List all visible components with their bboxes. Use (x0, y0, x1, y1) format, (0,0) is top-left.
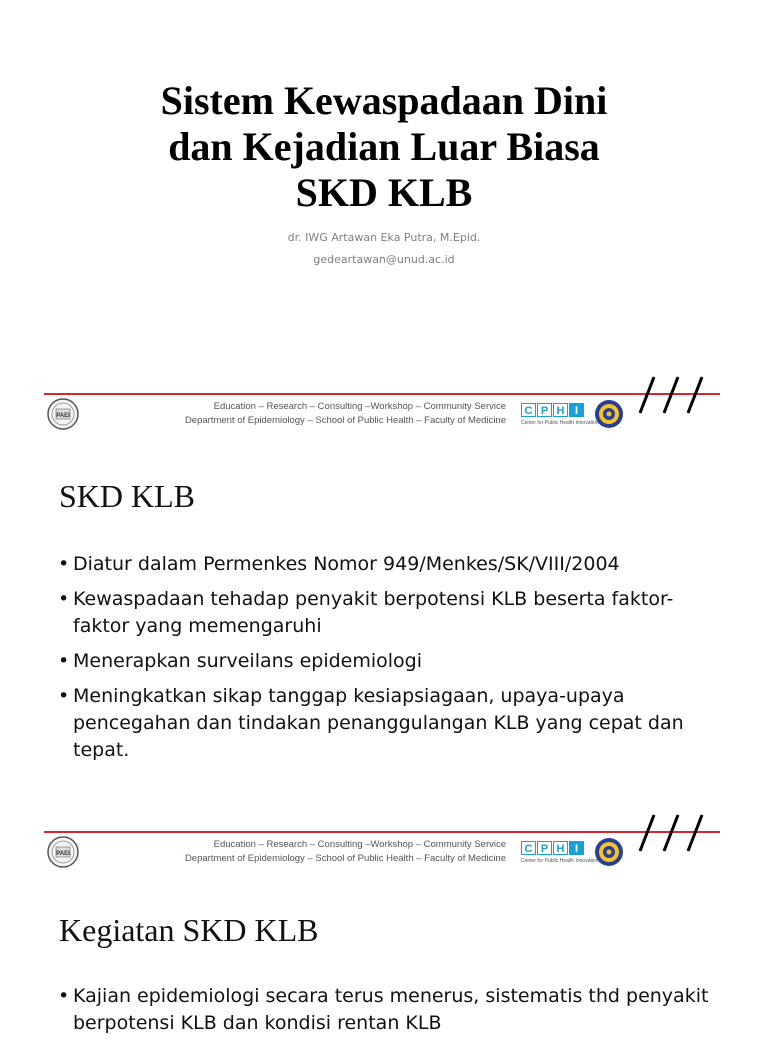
slide-footer (0, 808, 768, 868)
title-line-2: dan Kejadian Luar Biasa (168, 124, 600, 169)
svg-text:PAEI: PAEI (56, 851, 70, 857)
cphi-logo (521, 839, 599, 864)
cphi-logo (521, 401, 599, 426)
cph-letter: I (569, 841, 584, 855)
university-seal-icon (594, 399, 624, 429)
footer-tagline (185, 838, 506, 866)
footer-divider (44, 393, 720, 395)
slide-footer (0, 370, 768, 430)
cph-letter: P (537, 841, 552, 855)
cph-letter: P (537, 403, 552, 417)
title-line-1: Sistem Kewaspadaan Dini (160, 78, 608, 123)
list-item: • Menerapkan surveilans epidemiologi (58, 648, 718, 675)
cph-caption: Center for Public Health Innovation (521, 858, 599, 864)
list-item: • Kewaspadaan tehadap penyakit berpotensi KLB beserta faktor-faktor yang memengaruhi (58, 586, 718, 640)
paei-logo-icon (46, 397, 80, 431)
cph-letter: C (521, 403, 536, 417)
author-name: dr. IWG Artawan Eka Putra, M.Epid. (287, 231, 481, 244)
footer-line-2: Department of Epidemiology – School of Public Health – Faculty of Medicine (184, 853, 506, 864)
footer-divider (44, 831, 720, 833)
slash-marks-icon (636, 373, 708, 417)
list-item: • Diatur dalam Permenkes Nomor 949/Menkes/SK/VIII/2004 (58, 551, 718, 578)
bullet-list (58, 551, 718, 772)
university-seal-icon (594, 837, 624, 867)
svg-text:PAEI: PAEI (56, 413, 70, 419)
title-line-3: SKD KLB (295, 170, 473, 215)
list-item: • Meningkatkan sikap tanggap kesiapsiagaan, upaya-upaya pencegahan dan tindakan penanggulangan KLB yang cepat dan tepat. (58, 683, 718, 764)
footer-line-2: Department of Epidemiology – School of Public Health – Faculty of Medicine (184, 415, 506, 426)
cph-letter: H (553, 403, 568, 417)
cph-letter: C (521, 841, 536, 855)
cph-letter: I (569, 403, 584, 417)
author-email: gedeartawan@unud.ac.id (313, 253, 455, 266)
cph-letter: H (553, 841, 568, 855)
footer-tagline (185, 400, 506, 428)
slide-heading: SKD KLB (59, 478, 196, 514)
slash-marks-icon (636, 811, 708, 855)
footer-line-1: Education – Research – Consulting –Workshop – Community Service (213, 401, 506, 412)
footer-line-1: Education – Research – Consulting –Workshop – Community Service (213, 839, 506, 850)
cph-caption: Center for Public Health Innovation (521, 420, 599, 426)
bullet-list (58, 983, 718, 1045)
list-item: • Kajian epidemiologi secara terus menerus, sistematis thd penyakit berpotensi KLB dan kondisi rentan KLB (58, 983, 718, 1037)
paei-logo-icon (46, 835, 80, 869)
slide-heading: Kegiatan SKD KLB (59, 912, 319, 948)
slide-title (0, 78, 768, 216)
